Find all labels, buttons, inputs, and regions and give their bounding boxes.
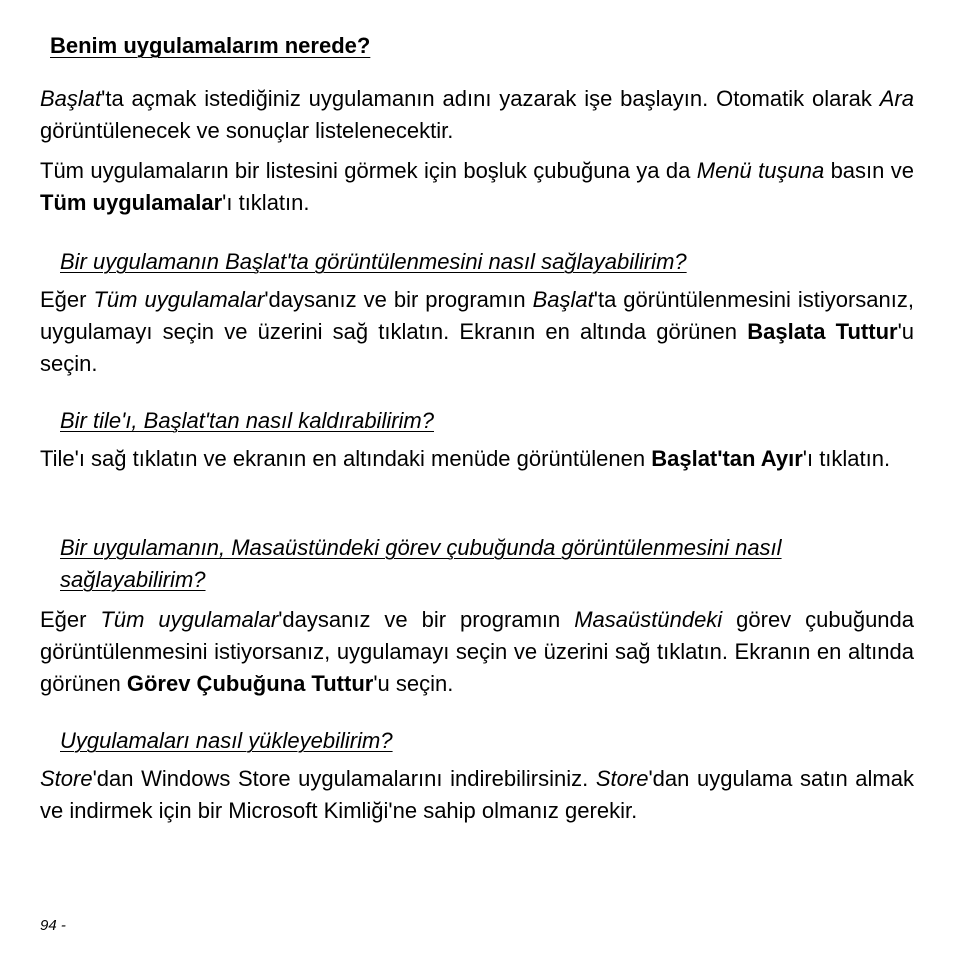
paragraph-pin-to-taskbar: Eğer Tüm uygulamalar'daysanız ve bir programın Masaüstündeki görev çubuğunda görüntülenmesini istiyorsanız, uygulamayı seçin ve üzerini sağ tıklatın. Ekranın en altında görünen Görev Çubuğuna Tuttur'u seçin. <box>40 607 915 696</box>
term-unpin-from-start: Başlat'tan Ayır <box>651 446 803 471</box>
question-pin-to-start: Bir uygulamanın Başlat'ta görüntülenmesini nasıl sağlayabilirim? <box>60 249 687 274</box>
term-ara: Ara <box>879 86 914 111</box>
paragraph-pin-to-start: Eğer Tüm uygulamalar'daysanız ve bir programın Başlat'ta görüntülenmesini istiyorsanız, uygulamayı seçin ve üzerini sağ tıklatın. Ekranın en altında görünen Başlata Tuttur'u seçin. <box>40 287 915 376</box>
question-pin-to-taskbar: Bir uygulamanın, Masaüstündeki görev çubuğunda görüntülenmesini nasıl sağlayabilirim? <box>60 535 782 592</box>
question-unpin-tile: Bir tile'ı, Başlat'tan nasıl kaldırabilirim? <box>60 408 434 433</box>
term-menu-key: Menü tuşuna <box>696 158 825 183</box>
term-all-apps: Tüm uygulamalar <box>40 190 223 215</box>
paragraph-start-search: Başlat'ta açmak istediğiniz uygulamanın adını yazarak işe başlayın. Otomatik olarak Ara görüntülenecek ve sonuçlar listelenecektir. <box>40 86 914 143</box>
paragraph-unpin-tile: Tile'ı sağ tıklatın ve ekranın en altındaki menüde görüntülenen Başlat'tan Ayır'ı tıklatın. <box>40 446 891 471</box>
paragraph-install-apps: Store'dan Windows Store uygulamalarını indirebilirsiniz. Store'dan uygulama satın almak ve indirmek için bir Microsoft Kimliği'ne sahip olmanız gerekir. <box>40 766 914 823</box>
paragraph-all-apps: Tüm uygulamaların bir listesini görmek için boşluk çubuğuna ya da Menü tuşuna basın ve Tüm uygulamalar'ı tıklatın. <box>40 158 914 215</box>
page-title: Benim uygulamalarım nerede? <box>50 33 371 58</box>
page-number: 94 - <box>40 917 66 934</box>
term-pin-to-start: Başlata Tuttur <box>747 319 898 344</box>
term-baslat: Başlat <box>40 86 102 111</box>
term-store: Store <box>40 766 93 791</box>
term-pin-to-taskbar: Görev Çubuğuna Tuttur <box>126 671 374 696</box>
question-install-apps: Uygulamaları nasıl yükleyebilirim? <box>60 728 393 753</box>
